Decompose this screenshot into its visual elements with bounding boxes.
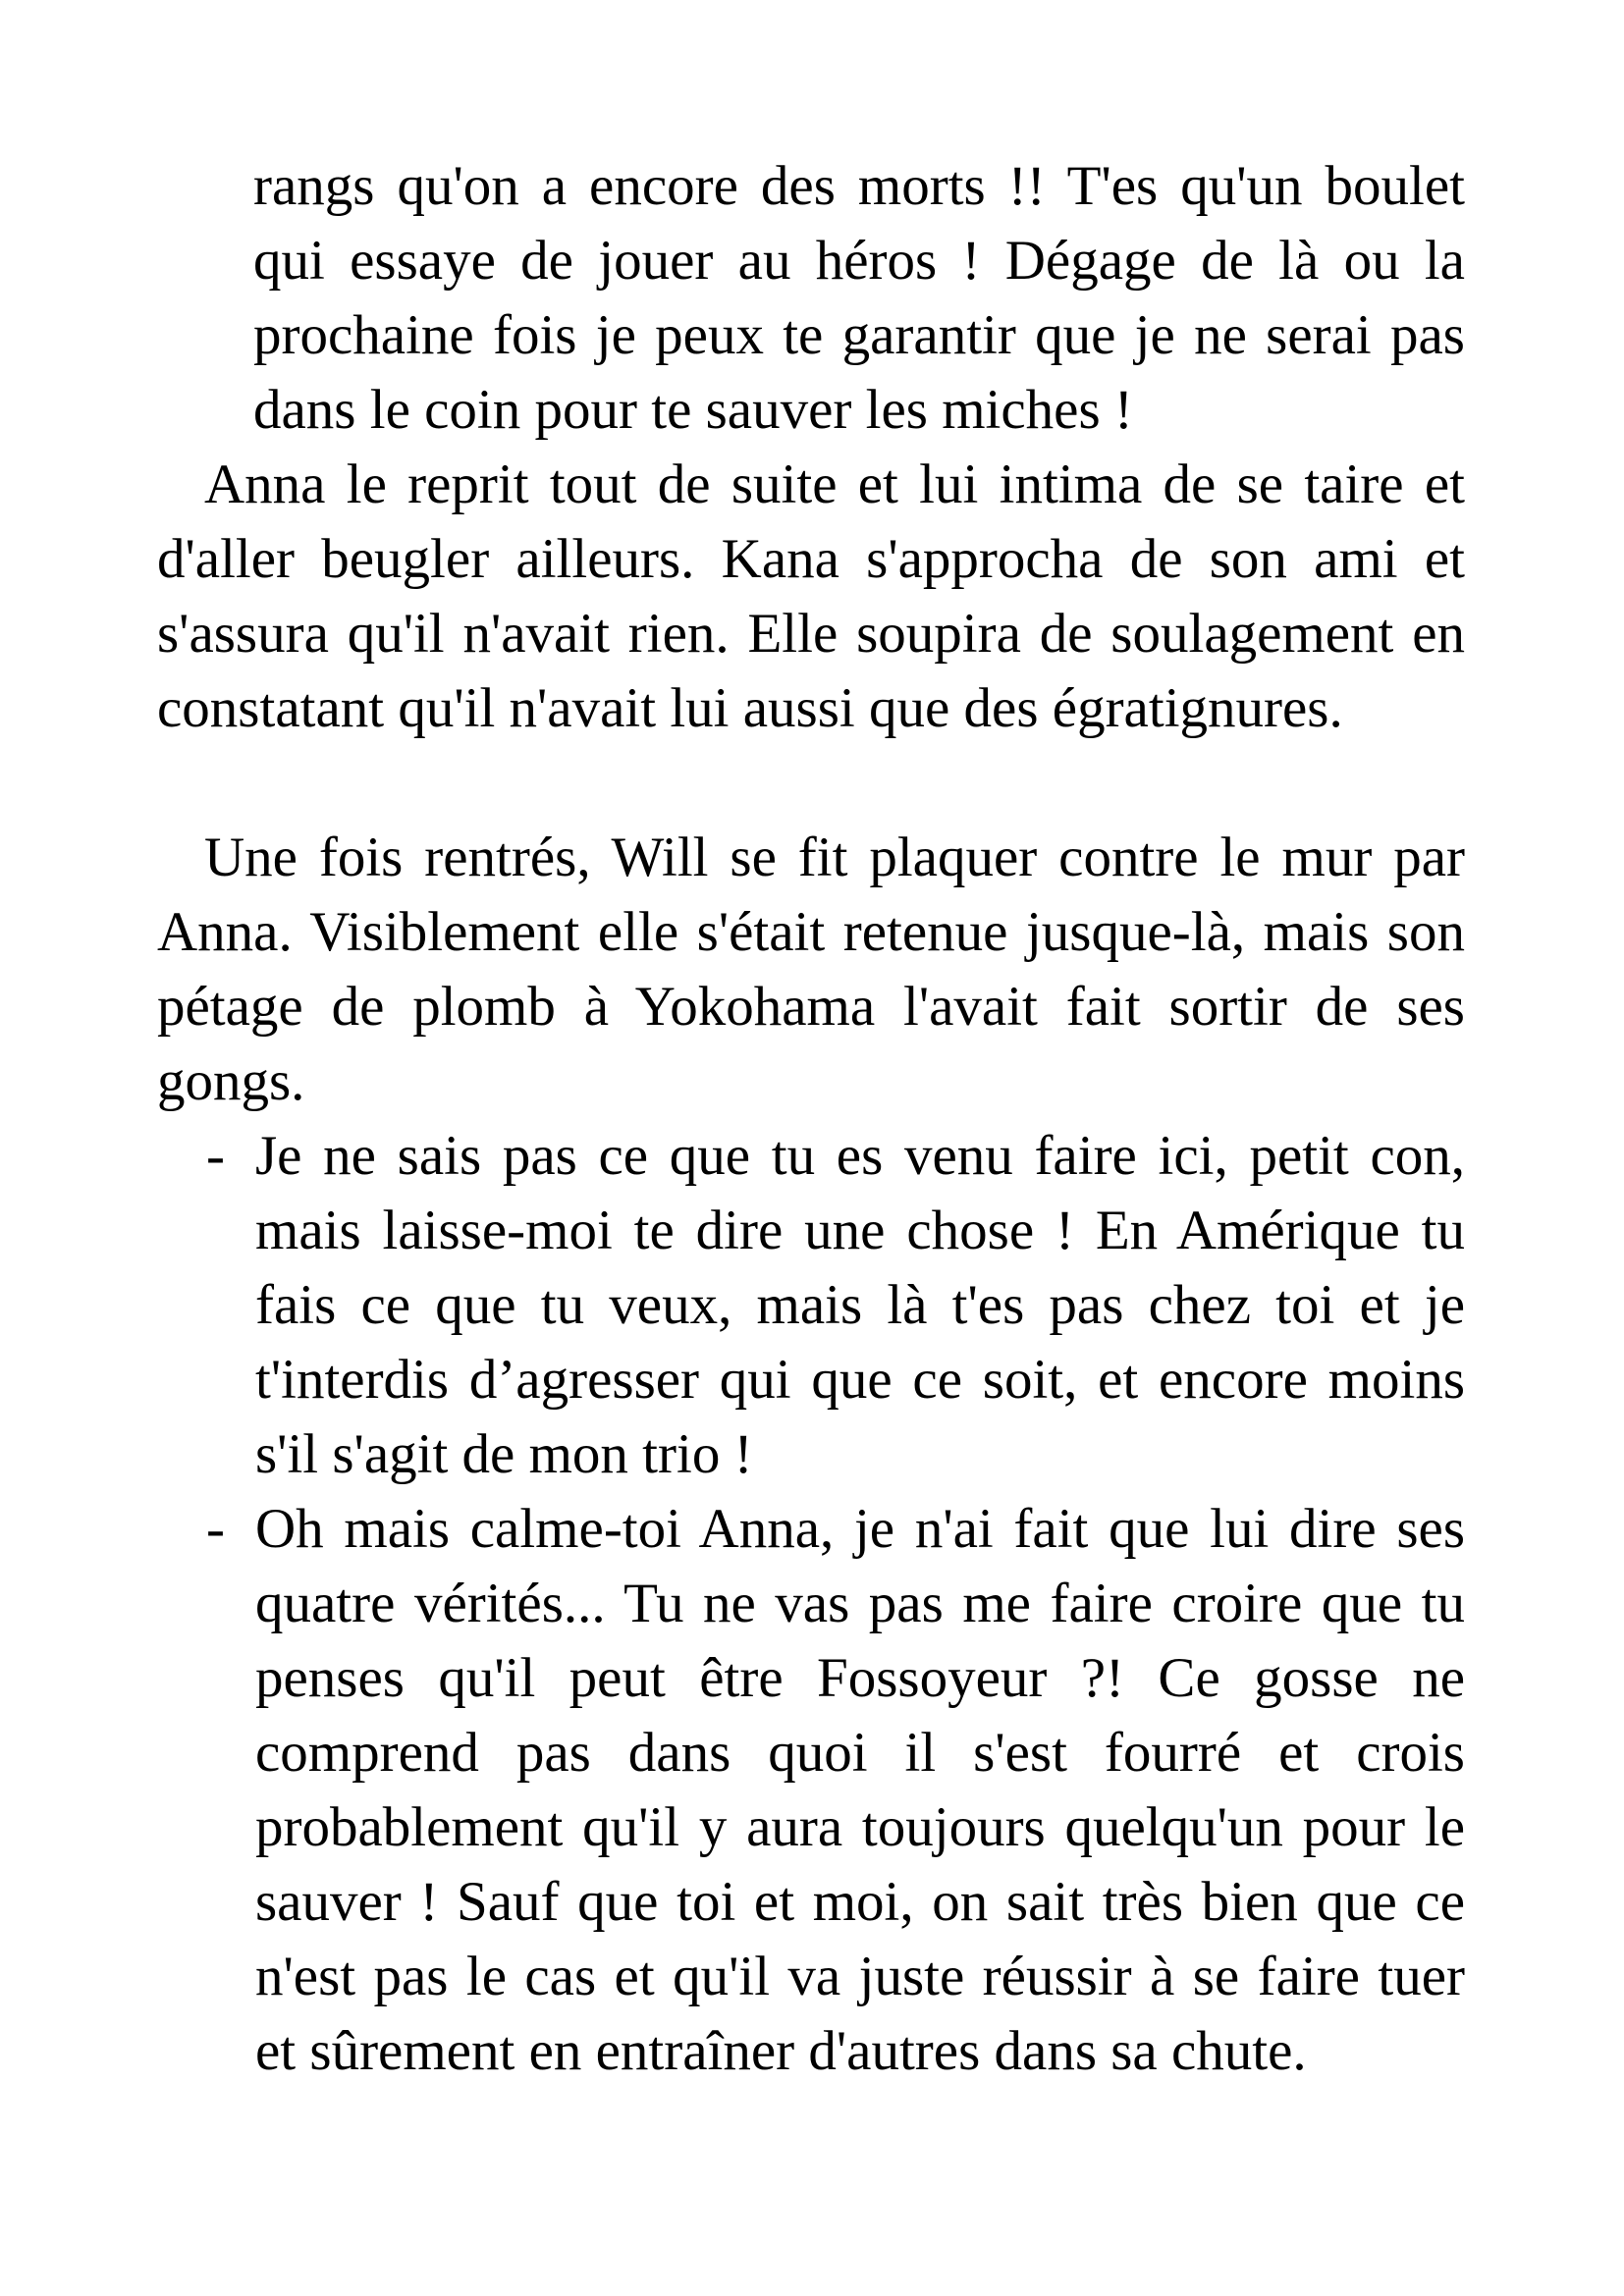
- text-line: gongs.: [157, 1050, 305, 1112]
- dialogue-dash-marker: -: [206, 1125, 225, 1187]
- text-line: Anna le reprit tout de suite et lui intima de se taire et: [204, 454, 1465, 515]
- text-line: sauver ! Sauf que toi et moi, on sait très bien que ce: [255, 1871, 1465, 1933]
- paragraph-narration: [157, 448, 1465, 746]
- text-line: Une fois rentrés, Will se fit plaquer contre le mur par: [204, 827, 1465, 888]
- text-line: qui essaye de jouer au héros ! Dégage de là ou la: [253, 230, 1465, 292]
- text-line: s'il s'agit de mon trio !: [255, 1423, 753, 1485]
- paragraph-narration: [157, 821, 1465, 1119]
- text-line: et sûrement en entraîner d'autres dans sa chute.: [255, 2020, 1307, 2082]
- paragraph-dialogue-continuation: [157, 149, 1465, 448]
- text-line: s'assura qu'il n'avait rien. Elle soupira de soulagement en: [157, 603, 1465, 665]
- paragraph-dialogue: [157, 1492, 1465, 2089]
- text-line: d'aller beugler ailleurs. Kana s'approcha de son ami et: [157, 528, 1465, 590]
- text-line: constatant qu'il n'avait lui aussi que des égratignures.: [157, 677, 1343, 739]
- text-line: mais laisse-moi te dire une chose ! En Amérique tu: [255, 1200, 1465, 1261]
- text-line: dans le coin pour te sauver les miches !: [253, 379, 1133, 441]
- text-line: fais ce que tu veux, mais là t'es pas chez toi et je: [255, 1274, 1465, 1336]
- text-line: pétage de plomb à Yokohama l'avait fait sortir de ses: [157, 976, 1465, 1038]
- text-line: t'interdis d’agresser qui que ce soit, et encore moins: [255, 1349, 1465, 1411]
- text-line: prochaine fois je peux te garantir que je ne serai pas: [253, 304, 1465, 366]
- text-line: comprend pas dans quoi il s'est fourré et crois: [255, 1722, 1465, 1784]
- text-line: Anna. Visiblement elle s'était retenue jusque-là, mais son: [157, 901, 1465, 963]
- text-line: probablement qu'il y aura toujours quelqu'un pour le: [255, 1796, 1465, 1858]
- dialogue-dash-marker: -: [206, 1498, 225, 1560]
- text-line: Oh mais calme-toi Anna, je n'ai fait que lui dire ses: [255, 1498, 1465, 1560]
- text-line: quatre vérités... Tu ne vas pas me faire croire que tu: [255, 1573, 1465, 1634]
- page-content: [157, 149, 1465, 2089]
- text-line: penses qu'il peut être Fossoyeur ?! Ce gosse ne: [255, 1647, 1465, 1709]
- text-line: rangs qu'on a encore des morts !! T'es qu'un boulet: [253, 155, 1465, 217]
- text-line: n'est pas le cas et qu'il va juste réussir à se faire tuer: [255, 1946, 1465, 2007]
- text-line: Je ne sais pas ce que tu es venu faire ici, petit con,: [255, 1125, 1465, 1187]
- paragraph-dialogue: [157, 1119, 1465, 1492]
